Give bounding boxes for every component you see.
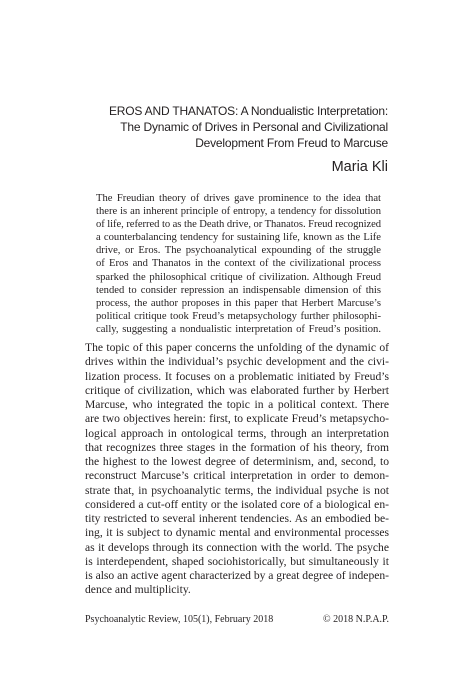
abstract-line: cally, suggesting a nondualistic interpretation of Freud’s position. bbox=[96, 323, 381, 335]
body-line: considered a cut-off entity or the isolated core of a biological en- bbox=[85, 497, 389, 511]
body-line: are two objectives herein: first, to explicate Freud’s metapsycho- bbox=[85, 412, 389, 426]
abstract-line: drive, or Eros. The psychoanalytical expounding of the struggle bbox=[96, 245, 381, 257]
body-line: is also an active agent characterized by a great degree of indepen- bbox=[85, 569, 389, 582]
title-line-3: Development From Freud to Marcuse bbox=[195, 136, 388, 150]
body-line: ing, it is subject to dynamic mental and environmental processes bbox=[85, 526, 389, 540]
abstract-line: there is an inherent principle of entropy, a tendency for dissolution bbox=[96, 206, 381, 218]
body-line: critique of civilization, which was elaborated further by Herbert bbox=[85, 383, 389, 397]
abstract-line: The Freudian theory of drives gave prominence to the idea that bbox=[96, 193, 381, 204]
body-line: logical approach in ontological terms, through an interpretation bbox=[85, 426, 389, 440]
body-line: drives within the individual’s psychic development and the civi- bbox=[85, 355, 389, 369]
body-line: strate that, in psychoanalytic terms, the individual psyche is not bbox=[85, 483, 389, 497]
abstract-line: a counterbalancing tendency for sustaining life, known as the Life bbox=[96, 232, 381, 244]
body-line: tity restricted to several inherent tendencies. As an embodied be- bbox=[85, 512, 389, 525]
author-name: Maria Kli bbox=[331, 159, 388, 175]
journal-citation: Psychoanalytic Review, 105(1), February 2018 bbox=[85, 614, 274, 625]
body-paragraph bbox=[85, 341, 389, 598]
body-line: dence and multiplicity. bbox=[85, 583, 191, 597]
body-line: lization process. It focuses on a problematic initiated by Freud’s bbox=[85, 369, 389, 383]
abstract-line: sparked the philosophical critique of civilization. Although Freud bbox=[96, 271, 381, 283]
body-line: as it develops through its connection with the world. The psyche bbox=[85, 540, 389, 554]
body-line: The topic of this paper concerns the unfolding of the dynamic of bbox=[85, 341, 389, 354]
title-line-1: EROS AND THANATOS: A Nondualistic Interpretation: bbox=[109, 104, 388, 118]
body-line: is interdependent, shaped sociohistorically, but simultaneously it bbox=[85, 554, 389, 568]
abstract-line: of life, referred to as the Death drive, or Thanatos. Freud recognized bbox=[96, 219, 381, 231]
abstract-line: of Eros and Thanatos in the context of the civilizational process bbox=[96, 258, 381, 270]
body-line: reconstruct Marcuse’s critical interpretation in order to demon- bbox=[85, 469, 389, 483]
abstract-line: process, the author proposes in this paper that Herbert Marcuse’s bbox=[96, 297, 381, 309]
body-line: that recognizes three stages in the formation of his theory, from bbox=[85, 440, 389, 454]
abstract-line: tended to consider repression an indispensable dimension of this bbox=[96, 284, 381, 296]
copyright-notice: © 2018 N.P.A.P. bbox=[323, 614, 389, 625]
body-line: Marcuse, who integrated the topic in a political context. There bbox=[85, 398, 389, 411]
body-line: the highest to the lowest degree of determinism, and, second, to bbox=[85, 455, 389, 468]
abstract bbox=[96, 192, 381, 336]
article-title bbox=[58, 103, 388, 151]
title-line-2: The Dynamic of Drives in Personal and Civilizational bbox=[120, 120, 388, 134]
abstract-line: political critique took Freud’s metapsychology further philosophi- bbox=[96, 310, 381, 322]
